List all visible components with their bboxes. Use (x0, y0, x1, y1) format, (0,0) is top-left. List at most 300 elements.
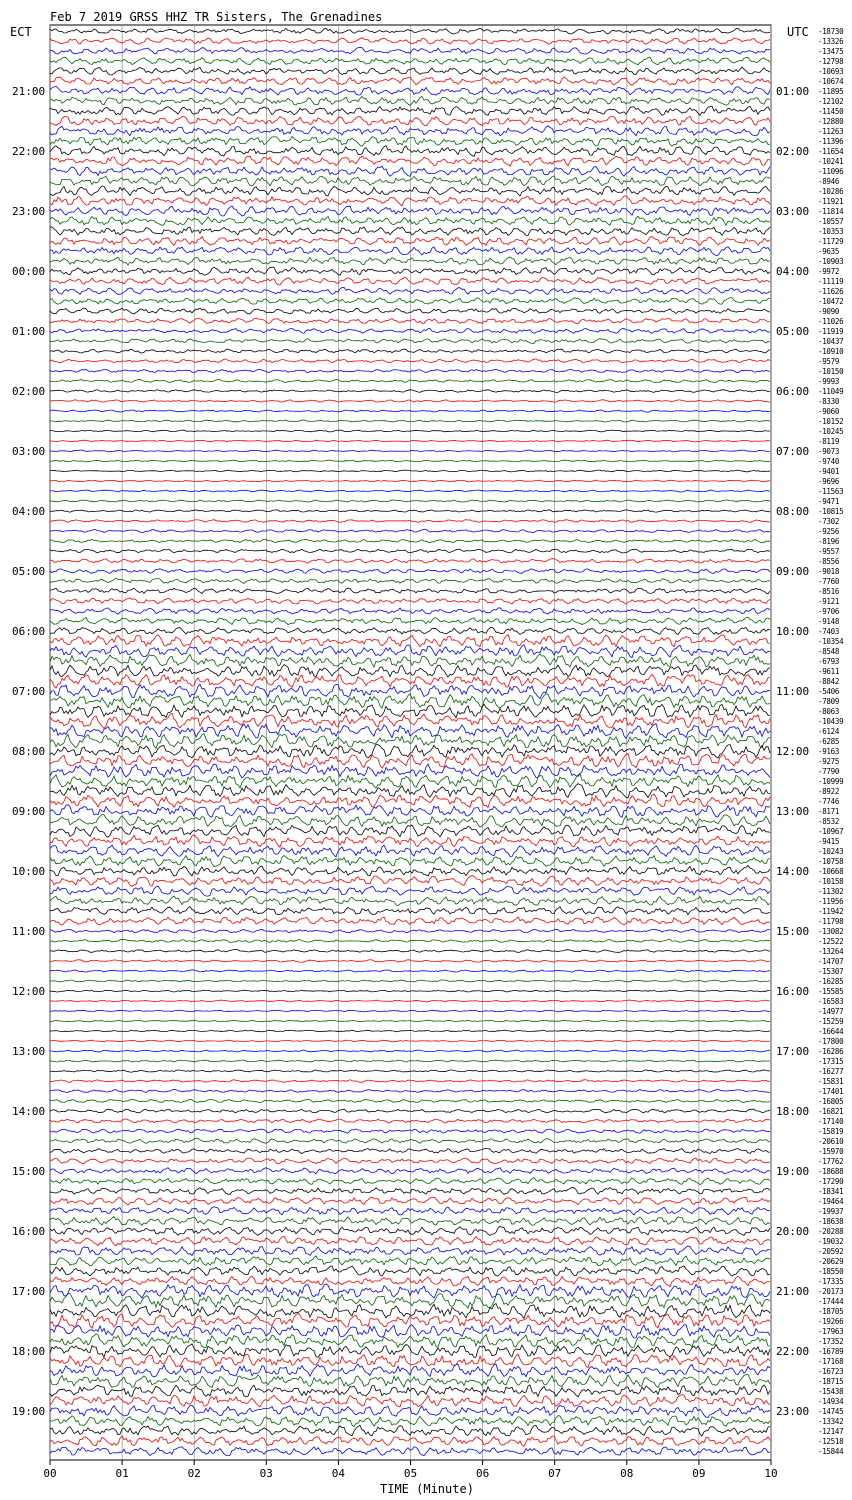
seismic-trace (50, 929, 770, 933)
trace-offset-label: -14745 (818, 1407, 844, 1416)
trace-offset-label: -11895 (818, 87, 844, 96)
seismic-trace (50, 608, 770, 614)
trace-offset-label: -14934 (818, 1397, 844, 1406)
trace-offset-label: -11450 (818, 107, 844, 116)
trace-offset-label: -20592 (818, 1247, 844, 1256)
trace-offset-label: -12102 (818, 97, 844, 106)
trace-offset-label: -12518 (818, 1437, 844, 1446)
left-hour-label: 14:00 (12, 1105, 46, 1118)
trace-offset-label: -16805 (818, 1097, 844, 1106)
trace-offset-label: -15819 (818, 1127, 844, 1136)
trace-offset-label: -10668 (818, 867, 844, 876)
left-timezone-label: ECT (10, 25, 32, 39)
trace-offset-label: -11026 (818, 317, 844, 326)
seismic-trace (50, 1354, 770, 1367)
seismic-trace (50, 1395, 770, 1407)
seismic-trace (50, 645, 770, 658)
seismic-trace (50, 684, 770, 698)
seismic-trace (50, 665, 770, 678)
trace-offset-label: -18688 (818, 1167, 844, 1176)
right-hour-label: 03:00 (776, 205, 810, 218)
x-tick-label: 00 (43, 1467, 57, 1480)
right-hour-label: 20:00 (776, 1225, 810, 1238)
trace-offset-label: -9060 (818, 407, 840, 416)
seismic-trace (50, 896, 770, 906)
seismic-trace (50, 774, 770, 788)
trace-offset-label: -10472 (818, 297, 844, 306)
seismic-trace (50, 529, 770, 532)
seismic-trace (50, 1060, 770, 1062)
trace-offset-label: -7790 (818, 767, 840, 776)
seismic-trace (50, 1334, 770, 1348)
trace-offset-label: -12798 (818, 57, 844, 66)
trace-offset-label: -8516 (818, 587, 840, 596)
x-tick-label: 05 (403, 1467, 418, 1480)
trace-offset-label: -9740 (818, 457, 840, 466)
trace-offset-label: -9972 (818, 267, 840, 276)
seismic-trace (50, 1236, 770, 1246)
trace-offset-label: -11942 (818, 907, 844, 916)
seismic-trace (50, 257, 770, 265)
right-hour-label: 01:00 (776, 85, 810, 98)
seismic-trace (50, 1405, 770, 1417)
seismic-trace (50, 1436, 770, 1446)
right-hour-label: 23:00 (776, 1405, 810, 1418)
seismic-trace (50, 77, 770, 85)
trace-offset-label: -9018 (818, 567, 840, 576)
right-hour-label: 04:00 (776, 265, 810, 278)
seismic-trace (50, 1109, 770, 1113)
trace-offset-label: -9706 (818, 607, 840, 616)
seismic-trace (50, 1276, 770, 1287)
trace-offset-label: -10758 (818, 857, 844, 866)
right-hour-label: 21:00 (776, 1285, 810, 1298)
left-hour-label: 07:00 (12, 685, 46, 698)
trace-offset-label: -9148 (818, 617, 840, 626)
seismic-trace (50, 825, 770, 837)
seismic-trace (50, 440, 770, 442)
trace-offset-label: -9993 (818, 377, 840, 386)
trace-offset-label: -8548 (818, 647, 840, 656)
seismic-trace (50, 379, 770, 382)
trace-offset-label: -19464 (818, 1197, 844, 1206)
trace-offset-label: -17290 (818, 1177, 844, 1186)
trace-offset-label: -10674 (818, 77, 844, 86)
trace-offset-label: -17401 (818, 1087, 844, 1096)
trace-offset-label: -12522 (818, 937, 844, 946)
trace-offset-label: -20610 (818, 1137, 844, 1146)
x-tick-label: 08 (620, 1467, 634, 1480)
seismic-trace (50, 1284, 770, 1298)
seismic-trace (50, 1246, 770, 1256)
seismic-trace (50, 410, 770, 412)
trace-offset-label: -19266 (818, 1317, 844, 1326)
seismic-trace (50, 126, 770, 136)
trace-offset-label: -19937 (818, 1207, 844, 1216)
trace-offset-label: -8532 (818, 817, 840, 826)
right-hour-label: 15:00 (776, 925, 810, 938)
seismic-trace (50, 1070, 770, 1072)
seismic-trace (50, 907, 770, 915)
left-hour-label: 02:00 (12, 385, 46, 398)
left-hour-label: 12:00 (12, 985, 46, 998)
trace-offset-label: -15970 (818, 1147, 844, 1156)
trace-offset-label: -15259 (818, 1017, 844, 1026)
trace-offset-label: -9401 (818, 467, 840, 476)
seismic-trace (50, 298, 770, 305)
seismic-trace (50, 450, 770, 452)
seismic-trace (50, 617, 770, 624)
left-hour-label: 18:00 (12, 1345, 46, 1358)
trace-offset-label: -10967 (818, 827, 844, 836)
left-hour-label: 09:00 (12, 805, 46, 818)
trace-offset-label: -17335 (818, 1277, 844, 1286)
trace-offset-label: -11919 (818, 327, 844, 336)
trace-offset-label: -11729 (818, 237, 844, 246)
seismic-trace (50, 970, 770, 972)
seismic-trace (50, 349, 770, 353)
seismic-trace (50, 1129, 770, 1133)
x-tick-label: 06 (475, 1467, 490, 1480)
seismic-trace (50, 1227, 770, 1236)
x-tick-label: 04 (331, 1467, 346, 1480)
seismic-trace (50, 156, 770, 166)
seismic-trace (50, 176, 770, 186)
seismic-trace (50, 1149, 770, 1154)
seismic-trace (50, 216, 770, 225)
trace-offset-label: -20629 (818, 1257, 844, 1266)
trace-offset-label: -7746 (818, 797, 840, 806)
trace-offset-label: -11302 (818, 887, 844, 896)
left-hour-label: 21:00 (12, 85, 46, 98)
seismic-trace (50, 520, 770, 523)
seismic-trace (50, 866, 770, 877)
trace-offset-label: -13475 (818, 47, 844, 56)
trace-offset-label: -11798 (818, 917, 844, 926)
seismic-trace (50, 339, 770, 344)
seismic-trace (50, 206, 770, 216)
trace-offset-label: -10150 (818, 367, 844, 376)
seismic-trace (50, 1020, 770, 1022)
seismic-trace (50, 704, 770, 718)
trace-offset-label: -14977 (818, 1007, 844, 1016)
seismic-trace (50, 277, 770, 285)
trace-offset-label: -10999 (818, 777, 844, 786)
seismic-trace (50, 1138, 770, 1143)
trace-offset-label: -12880 (818, 117, 844, 126)
seismic-trace (50, 1364, 770, 1377)
trace-offset-label: -15307 (818, 967, 844, 976)
seismic-trace (50, 784, 770, 798)
seismic-trace (50, 1447, 770, 1456)
right-hour-label: 06:00 (776, 385, 810, 398)
trace-offset-label: -8946 (818, 177, 840, 186)
seismic-trace (50, 1080, 770, 1083)
trace-offset-label: -17352 (818, 1337, 844, 1346)
left-hour-label: 08:00 (12, 745, 46, 758)
trace-offset-label: -9635 (818, 247, 840, 256)
seismic-trace (50, 949, 770, 952)
right-hour-label: 17:00 (776, 1045, 810, 1058)
trace-offset-label: -9163 (818, 747, 840, 756)
seismic-trace (50, 460, 770, 462)
left-hour-label: 22:00 (12, 145, 46, 158)
trace-offset-label: -11263 (818, 127, 844, 136)
x-axis-label: TIME (Minute) (380, 1482, 474, 1496)
trace-offset-label: -18550 (818, 1267, 844, 1276)
seismic-trace (50, 990, 770, 992)
seismic-trace (50, 137, 770, 147)
right-hour-label: 18:00 (776, 1105, 810, 1118)
right-hour-label: 11:00 (776, 685, 810, 698)
seismic-trace (50, 578, 770, 583)
trace-offset-label: -16286 (818, 1047, 844, 1056)
seismic-trace (50, 287, 770, 294)
seismic-trace (50, 694, 770, 709)
seismic-trace (50, 794, 770, 808)
x-tick-label: 07 (548, 1467, 562, 1480)
seismic-trace (50, 146, 770, 157)
seismic-trace (50, 369, 770, 372)
trace-offset-label: -9090 (818, 307, 840, 316)
right-hour-label: 13:00 (776, 805, 810, 818)
trace-offset-label: -10439 (818, 717, 844, 726)
right-hour-label: 07:00 (776, 445, 810, 458)
left-hour-label: 01:00 (12, 325, 46, 338)
trace-offset-label: -10557 (818, 217, 844, 226)
seismic-trace (50, 559, 770, 564)
seismic-trace (50, 1425, 770, 1436)
trace-offset-label: -12147 (818, 1427, 844, 1436)
seismic-trace (50, 1099, 770, 1102)
trace-offset-label: -18341 (818, 1187, 844, 1196)
seismic-trace (50, 166, 770, 176)
trace-offset-label: -8556 (818, 557, 840, 566)
seismic-trace (50, 500, 770, 502)
seismic-trace (50, 549, 770, 553)
trace-offset-label: -13326 (818, 37, 844, 46)
seismic-trace (50, 267, 770, 275)
trace-offset-label: -8119 (818, 437, 840, 446)
seismic-trace (50, 227, 770, 236)
seismic-trace (50, 1158, 770, 1164)
trace-offset-label: -20288 (818, 1227, 844, 1236)
trace-offset-label: -9471 (818, 497, 840, 506)
seismic-trace (50, 1217, 770, 1226)
trace-offset-label: -16583 (818, 997, 844, 1006)
seismic-trace (50, 1344, 770, 1357)
x-tick-label: 02 (187, 1467, 201, 1480)
trace-offset-label: -18705 (818, 1307, 844, 1316)
seismic-trace (50, 856, 770, 867)
trace-offset-label: -17963 (818, 1327, 844, 1336)
trace-offset-label: -9579 (818, 357, 840, 366)
seismic-trace (50, 917, 770, 925)
trace-offset-label: -8842 (818, 677, 840, 686)
trace-offset-label: -10910 (818, 347, 844, 356)
trace-offset-label: -18730 (818, 27, 844, 36)
trace-offset-label: -17168 (818, 1357, 844, 1366)
left-hour-label: 16:00 (12, 1225, 46, 1238)
right-hour-label: 16:00 (776, 985, 810, 998)
trace-offset-label: -10693 (818, 67, 844, 76)
seismic-trace (50, 835, 770, 847)
trace-offset-label: -8063 (818, 707, 840, 716)
trace-offset-label: -11396 (818, 137, 844, 146)
seismic-trace (50, 654, 770, 667)
trace-offset-label: -8922 (818, 787, 840, 796)
trace-offset-label: -9275 (818, 757, 840, 766)
trace-offset-label: -17315 (818, 1057, 844, 1066)
trace-offset-label: -7809 (818, 697, 840, 706)
seismic-trace (50, 470, 770, 472)
trace-offset-label: -9611 (818, 667, 840, 676)
seismic-trace (50, 569, 770, 574)
seismic-trace (50, 980, 770, 982)
trace-offset-label: -11814 (818, 207, 844, 216)
left-hour-label: 17:00 (12, 1285, 46, 1298)
left-hour-label: 19:00 (12, 1405, 46, 1418)
x-tick-label: 03 (259, 1467, 273, 1480)
trace-offset-label: -8330 (818, 397, 840, 406)
seismic-trace (50, 724, 770, 739)
seismic-trace (50, 390, 770, 393)
right-timezone-label: UTC (787, 25, 809, 39)
trace-offset-label: -16644 (818, 1027, 844, 1036)
trace-offset-label: -10243 (818, 847, 844, 856)
right-hour-label: 05:00 (776, 325, 810, 338)
trace-offset-label: -16789 (818, 1347, 844, 1356)
seismic-trace (50, 1050, 770, 1052)
trace-offset-label: -20173 (818, 1287, 844, 1296)
trace-offset-label: -10353 (818, 227, 844, 236)
trace-offset-label: -17140 (818, 1117, 844, 1126)
trace-offset-label: -11049 (818, 387, 844, 396)
seismic-trace (50, 106, 770, 115)
chart-title: Feb 7 2019 GRSS HHZ TR Sisters, The Grenadines (50, 10, 383, 24)
trace-offset-label: -11119 (818, 277, 844, 286)
seismic-trace (50, 186, 770, 196)
seismic-trace (50, 886, 770, 896)
trace-offset-label: -15844 (818, 1447, 844, 1456)
trace-offset-label: -15831 (818, 1077, 844, 1086)
seismic-trace (50, 713, 770, 728)
left-hour-label: 10:00 (12, 865, 46, 878)
trace-offset-label: -13082 (818, 927, 844, 936)
trace-offset-label: -17444 (818, 1297, 844, 1306)
trace-offset-label: -10158 (818, 877, 844, 886)
seismic-trace (50, 359, 770, 363)
seismic-trace (50, 1375, 770, 1388)
trace-offset-label: -16821 (818, 1107, 844, 1116)
trace-offset-label: -11654 (818, 147, 844, 156)
x-tick-label: 10 (764, 1467, 778, 1480)
seismic-trace (50, 196, 770, 206)
seismic-trace (50, 1207, 770, 1215)
trace-offset-label: -10815 (818, 507, 844, 516)
seismic-trace (50, 510, 770, 512)
seismic-trace (50, 420, 770, 422)
left-hour-label: 00:00 (12, 265, 46, 278)
trace-offset-label: -9073 (818, 447, 840, 456)
trace-offset-label: -8171 (818, 807, 840, 816)
trace-offset-label: -9415 (818, 837, 840, 846)
trace-offset-label: -15585 (818, 987, 844, 996)
seismic-trace (50, 308, 770, 314)
x-tick-label: 09 (692, 1467, 706, 1480)
seismic-trace (50, 28, 770, 34)
seismic-trace (50, 1119, 770, 1123)
trace-offset-label: -19032 (818, 1237, 844, 1246)
trace-offset-label: -17762 (818, 1157, 844, 1166)
trace-offset-label: -10903 (818, 257, 844, 266)
right-hour-label: 10:00 (776, 625, 810, 638)
left-hour-label: 23:00 (12, 205, 46, 218)
trace-offset-label: -10286 (818, 187, 844, 196)
seismic-trace (50, 86, 770, 95)
trace-offset-label: -11956 (818, 897, 844, 906)
trace-offset-label: -6285 (818, 737, 840, 746)
seismic-trace (50, 1385, 770, 1397)
seismic-trace (50, 237, 770, 246)
right-hour-label: 22:00 (776, 1345, 810, 1358)
trace-offset-label: -7760 (818, 577, 840, 586)
right-hour-label: 09:00 (776, 565, 810, 578)
trace-offset-label: -9121 (818, 597, 840, 606)
trace-offset-label: -11563 (818, 487, 844, 496)
left-hour-label: 04:00 (12, 505, 46, 518)
seismic-trace (50, 1256, 770, 1266)
seismic-trace (50, 764, 770, 778)
trace-offset-label: -7403 (818, 627, 840, 636)
seismic-trace (50, 539, 770, 542)
right-hour-label: 19:00 (776, 1165, 810, 1178)
seismic-trace (50, 116, 770, 126)
trace-offset-label: -13264 (818, 947, 844, 956)
x-tick-label: 01 (115, 1467, 129, 1480)
seismic-trace (50, 490, 770, 492)
seismic-trace (50, 400, 770, 402)
right-hour-label: 02:00 (776, 145, 810, 158)
trace-offset-label: -7302 (818, 517, 840, 526)
seismic-trace (50, 318, 770, 324)
seismic-trace (50, 588, 770, 594)
trace-offset-label: -11626 (818, 287, 844, 296)
seismic-trace (50, 1168, 770, 1174)
seismic-trace (50, 1416, 770, 1427)
trace-offset-label: -16723 (818, 1367, 844, 1376)
seismic-trace (50, 627, 770, 634)
trace-offset-label: -11096 (818, 167, 844, 176)
left-hour-label: 11:00 (12, 925, 46, 938)
seismic-trace (50, 876, 770, 887)
seismic-trace (50, 1090, 770, 1093)
seismic-trace (50, 1266, 770, 1276)
seismic-trace (50, 67, 770, 75)
trace-offset-label: -8196 (818, 537, 840, 546)
trace-offset-label: -10245 (818, 427, 844, 436)
trace-offset-label: -10354 (818, 637, 844, 646)
seismic-trace (50, 1000, 770, 1002)
seismic-trace (50, 480, 770, 482)
trace-offset-label: -5406 (818, 687, 840, 696)
seismic-trace (50, 1197, 770, 1205)
seismic-trace (50, 1010, 770, 1012)
trace-offset-label: -9557 (818, 547, 840, 556)
trace-offset-label: -10437 (818, 337, 844, 346)
trace-offset-label: -10152 (818, 417, 844, 426)
trace-offset-label: -11921 (818, 197, 844, 206)
